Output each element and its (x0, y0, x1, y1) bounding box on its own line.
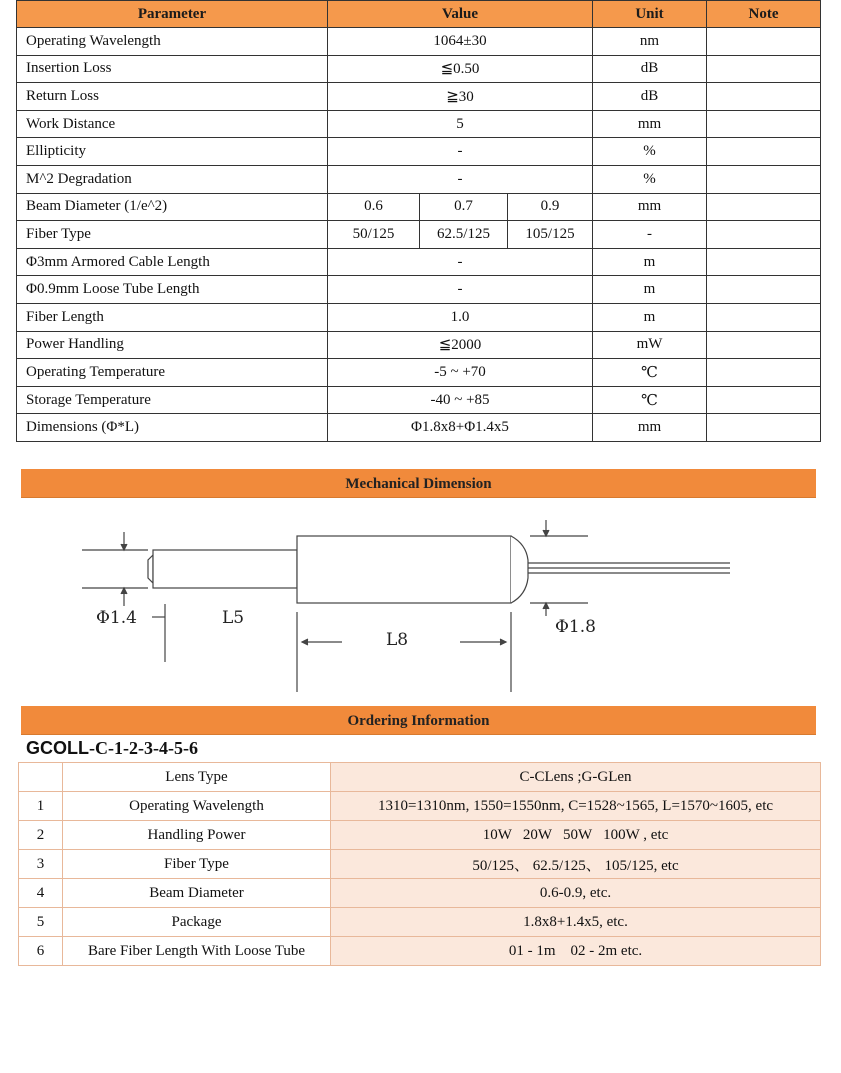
table-row (17, 55, 821, 83)
param-cell: M^2 Degradation (17, 165, 328, 193)
value-cell: 0.6 (328, 193, 420, 221)
field-options: C-CLens ;G-GLen (331, 763, 821, 792)
value-cell: 5 (328, 110, 593, 138)
note-cell (707, 386, 821, 414)
ordering-code (26, 738, 198, 759)
large-section (297, 536, 511, 603)
row-number: 2 (19, 821, 63, 850)
unit-cell: m (593, 276, 707, 304)
row-number (19, 763, 63, 792)
field-options: 0.6-0.9, etc. (331, 879, 821, 908)
table-row (19, 821, 821, 850)
value-cell: 50/125 (328, 221, 420, 249)
table-row (17, 110, 821, 138)
unit-cell: mm (593, 193, 707, 221)
phi-small-label: Φ1.4 (96, 608, 137, 628)
field-name: Beam Diameter (63, 879, 331, 908)
value-cell: - (328, 138, 593, 166)
note-cell (707, 221, 821, 249)
header-parameter: Parameter (17, 1, 328, 28)
value-cell: 1064±30 (328, 28, 593, 56)
value-cell: - (328, 276, 593, 304)
table-row (19, 908, 821, 937)
param-cell: Storage Temperature (17, 386, 328, 414)
param-cell: Operating Wavelength (17, 28, 328, 56)
table-row (19, 879, 821, 908)
table-row (17, 193, 821, 221)
field-name: Package (63, 908, 331, 937)
table-row (17, 83, 821, 111)
table-row (17, 138, 821, 166)
value-cell: -5 ~ +70 (328, 359, 593, 387)
param-cell: Φ3mm Armored Cable Length (17, 248, 328, 276)
value-cell: 1.0 (328, 303, 593, 331)
unit-cell: ℃ (593, 359, 707, 387)
l5-label: L5 (222, 608, 245, 628)
table-row (17, 248, 821, 276)
field-name: Handling Power (63, 821, 331, 850)
note-cell (707, 28, 821, 56)
field-options: 1310=1310nm, 1550=1550nm, C=1528~1565, L=1570~1605, etc (331, 792, 821, 821)
note-cell (707, 414, 821, 442)
collimator-drawing (60, 512, 760, 692)
value-cell: 0.9 (508, 193, 593, 221)
param-cell: Insertion Loss (17, 55, 328, 83)
value-cell: 105/125 (508, 221, 593, 249)
header-note: Note (707, 1, 821, 28)
table-row (17, 276, 821, 304)
table-row (17, 386, 821, 414)
value-cell: 62.5/125 (420, 221, 508, 249)
end-cap (511, 536, 528, 603)
note-cell (707, 110, 821, 138)
note-cell (707, 248, 821, 276)
row-number: 1 (19, 792, 63, 821)
phi-large-label: Φ1.8 (555, 617, 596, 637)
code-prefix: GCOLL (26, 738, 89, 758)
field-name: Operating Wavelength (63, 792, 331, 821)
tip-outline (148, 555, 153, 583)
field-options: 50/125、 62.5/125、 105/125, etc (331, 850, 821, 879)
table-row (19, 937, 821, 966)
table-row (19, 850, 821, 879)
field-name: Fiber Type (63, 850, 331, 879)
note-cell (707, 276, 821, 304)
table-row (19, 763, 821, 792)
unit-cell: nm (593, 28, 707, 56)
param-cell: Fiber Length (17, 303, 328, 331)
unit-cell: % (593, 138, 707, 166)
table-row (17, 221, 821, 249)
value-cell: - (328, 165, 593, 193)
table-row (17, 165, 821, 193)
unit-cell: - (593, 221, 707, 249)
spec-table (16, 0, 821, 442)
param-cell: Fiber Type (17, 221, 328, 249)
code-suffix: -C-1-2-3-4-5-6 (89, 738, 198, 758)
note-cell (707, 55, 821, 83)
param-cell: Ellipticity (17, 138, 328, 166)
param-cell: Beam Diameter (1/e^2) (17, 193, 328, 221)
spec-header-row (17, 1, 821, 28)
field-options: 10W 20W 50W 100W , etc (331, 821, 821, 850)
row-number: 3 (19, 850, 63, 879)
note-cell (707, 83, 821, 111)
table-row (17, 359, 821, 387)
small-section (153, 550, 297, 588)
note-cell (707, 359, 821, 387)
header-unit: Unit (593, 1, 707, 28)
row-number: 6 (19, 937, 63, 966)
ordering-table (18, 762, 821, 966)
table-row (17, 303, 821, 331)
param-cell: Return Loss (17, 83, 328, 111)
row-number: 5 (19, 908, 63, 937)
unit-cell: m (593, 303, 707, 331)
note-cell (707, 138, 821, 166)
param-cell: Power Handling (17, 331, 328, 359)
unit-cell: % (593, 165, 707, 193)
note-cell (707, 331, 821, 359)
field-options: 1.8x8+1.4x5, etc. (331, 908, 821, 937)
value-cell: Φ1.8x8+Φ1.4x5 (328, 414, 593, 442)
value-cell: - (328, 248, 593, 276)
field-name: Bare Fiber Length With Loose Tube (63, 937, 331, 966)
param-cell: Dimensions (Φ*L) (17, 414, 328, 442)
table-row (17, 331, 821, 359)
field-options: 01 - 1m 02 - 2m etc. (331, 937, 821, 966)
value-cell: ≦2000 (328, 331, 593, 359)
l8-label: L8 (386, 630, 409, 650)
table-row (17, 28, 821, 56)
unit-cell: ℃ (593, 386, 707, 414)
note-cell (707, 165, 821, 193)
param-cell: Φ0.9mm Loose Tube Length (17, 276, 328, 304)
unit-cell: mW (593, 331, 707, 359)
unit-cell: m (593, 248, 707, 276)
value-cell: 0.7 (420, 193, 508, 221)
unit-cell: dB (593, 55, 707, 83)
unit-cell: mm (593, 110, 707, 138)
field-name: Lens Type (63, 763, 331, 792)
note-cell (707, 303, 821, 331)
ordering-information-header: Ordering Information (21, 706, 816, 735)
table-row (19, 792, 821, 821)
row-number: 4 (19, 879, 63, 908)
param-cell: Work Distance (17, 110, 328, 138)
value-cell: -40 ~ +85 (328, 386, 593, 414)
header-value: Value (328, 1, 593, 28)
value-cell: ≧30 (328, 83, 593, 111)
mechanical-dimension-header: Mechanical Dimension (21, 469, 816, 498)
value-cell: ≦0.50 (328, 55, 593, 83)
table-row (17, 414, 821, 442)
unit-cell: dB (593, 83, 707, 111)
param-cell: Operating Temperature (17, 359, 328, 387)
note-cell (707, 193, 821, 221)
unit-cell: mm (593, 414, 707, 442)
